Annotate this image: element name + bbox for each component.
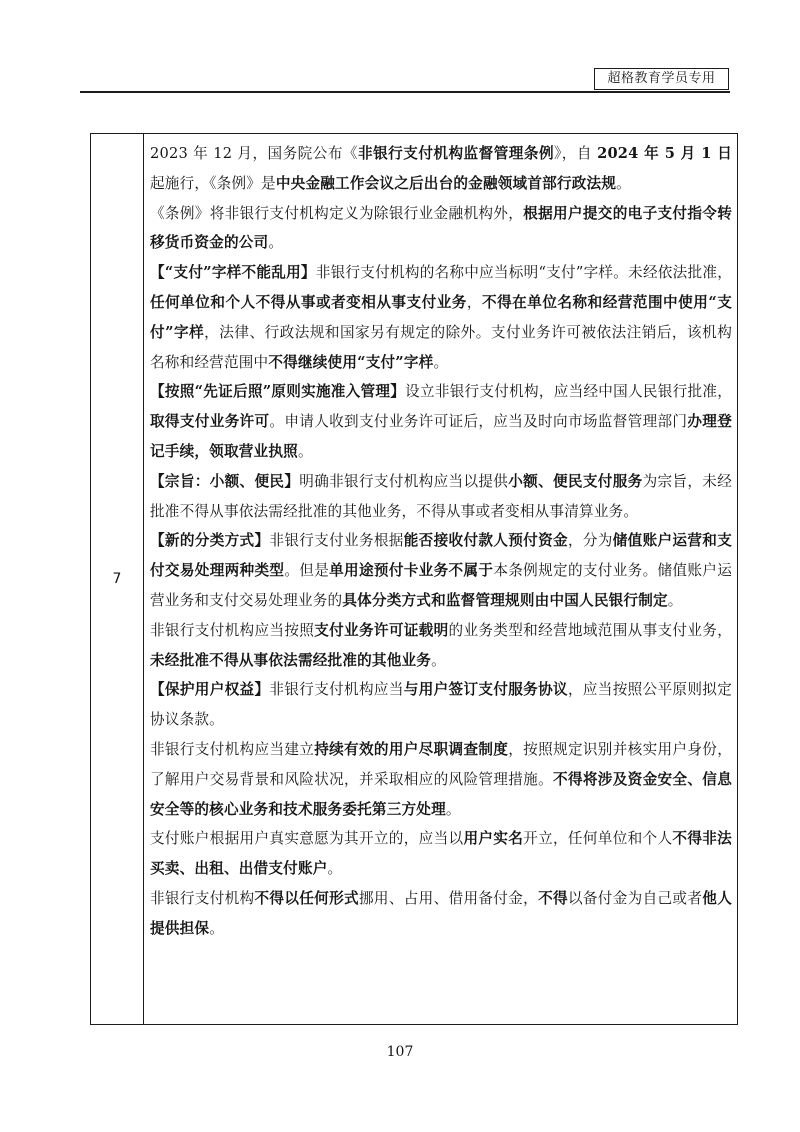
text-segment: 本条例规定的支付业务。储值账户运营业务和支付交易处理业务的 xyxy=(150,562,732,609)
text-segment: 。申请人收到支付业务许可证后，应当及时向市场监督管理部门 xyxy=(269,413,688,431)
bold-text-segment: 2024 年 5 月 1 日 xyxy=(597,145,732,162)
paragraph xyxy=(150,526,732,615)
bold-text-segment: 与用户签订支付服务协议 xyxy=(403,681,568,699)
text-segment: ，应当按照公平原则拟定协议条款。 xyxy=(150,681,733,729)
text-segment: 开立，任何单位和个人 xyxy=(523,830,673,848)
bold-text-segment: 用户实名 xyxy=(463,830,524,848)
paragraph xyxy=(150,884,732,944)
bold-text-segment: 不得在单位名称和经营范围中使用“支付”字样 xyxy=(150,293,733,341)
paragraph xyxy=(150,377,732,466)
bold-text-segment: 单用途预付卡业务不属于 xyxy=(329,562,494,580)
text-segment: 。 xyxy=(445,800,461,818)
text-segment: 。 xyxy=(268,234,284,252)
text-segment: 非银行支付机构应当按照 xyxy=(150,621,315,639)
paragraph xyxy=(150,824,732,884)
page-number: 107 xyxy=(386,1044,414,1060)
paragraph xyxy=(150,675,732,735)
text-segment: 。 xyxy=(433,353,449,371)
bold-text-segment: 【保护用户权益】 xyxy=(150,681,270,699)
text-segment: 非银行支付机构 xyxy=(150,889,255,907)
text-segment: 挪用、占用、借用备付金， xyxy=(358,889,539,907)
paragraph xyxy=(150,139,732,199)
bold-text-segment: 他人提供担保 xyxy=(150,889,733,937)
text-segment: 非银行支付机构应当 xyxy=(269,681,404,699)
bold-text-segment: 【“支付”字样不能乱用】 xyxy=(150,264,316,282)
bold-text-segment: 不得 xyxy=(538,889,568,907)
bold-text-segment: 未经批准不得从事依法需经批准的其他业务 xyxy=(150,651,432,669)
bold-text-segment: 办理登记手续，领取营业执照 xyxy=(150,413,733,460)
text-segment: 明确非银行支付机构应当以提供 xyxy=(299,472,509,490)
text-segment: 》，自 xyxy=(554,145,598,162)
text-segment: 设立非银行支付机构，应当经中国人民银行批准， xyxy=(405,383,732,401)
text-segment: 。 xyxy=(297,442,313,460)
bold-text-segment: 根据用户提交的电子支付指令转移货币资金的公司 xyxy=(150,204,732,252)
bold-text-segment: 不得将涉及资金安全、信息安全等的核心业务和技术服务委托第三方处理 xyxy=(150,770,732,818)
row-number-cell xyxy=(91,134,144,1025)
text-segment: 支付账户根据用户真实意愿为其开立的，应当以 xyxy=(150,830,464,848)
bold-text-segment: 【宗旨：小额、便民】 xyxy=(150,472,300,490)
bold-text-segment: 储值账户运营和支付交易处理两种类型 xyxy=(150,532,732,580)
text-segment: 。 xyxy=(616,174,631,192)
text-segment: 。 xyxy=(431,651,446,669)
row-content-cell xyxy=(144,134,738,1025)
text-segment: 起施行，《条例》是 xyxy=(150,174,276,192)
header-badge: 超格教育学员专用 xyxy=(594,68,729,90)
text-segment: 非银行支付机构的名称中应当标明“支付”字样。未经依法批准， xyxy=(315,264,732,282)
bold-text-segment: 【新的分类方式】 xyxy=(150,532,270,550)
paragraph xyxy=(150,258,732,377)
text-segment: 。 xyxy=(209,919,224,937)
text-segment: 非银行支付机构应当建立 xyxy=(150,740,315,758)
paragraph xyxy=(150,616,732,676)
text-segment: 的业务类型和经营地域范围从事支付业务， xyxy=(448,621,732,639)
text-segment: ，法律、行政法规和国家另有规定的除外。支付业务许可被依法注销后，该机构名称和经营范围中 xyxy=(150,323,732,371)
text-segment: 《条例》将非银行支付机构定义为除银行业金融机构外， xyxy=(150,204,524,222)
bold-text-segment: 持续有效的用户尽职调查制度 xyxy=(314,740,509,758)
header-rule xyxy=(80,91,730,93)
bold-text-segment: 小额、便民支付服务 xyxy=(508,472,643,490)
bold-text-segment: 中央金融工作会议之后出台的金融领域首部行政法规 xyxy=(275,174,617,192)
bold-text-segment: 不得以任何形式 xyxy=(254,889,359,907)
text-segment: 为宗旨，未经批准不得从事依法需经批准的其他业务，不得从事或者变相从事清算业务。 xyxy=(150,472,732,520)
paragraph xyxy=(150,735,732,824)
text-segment: 2023 年 12 月，国务院公布《 xyxy=(150,145,358,162)
paragraph xyxy=(150,467,732,527)
row-number: 7 xyxy=(112,571,122,587)
bold-text-segment: 不得继续使用“支付”字样 xyxy=(268,353,434,371)
bold-text-segment: 支付业务许可证载明 xyxy=(314,621,449,639)
text-segment: ，按照规定识别并核实用户身份，了解用户交易背景和风险状况，并采取相应的风险管理措施。 xyxy=(150,740,732,788)
bold-text-segment: 【按照“先证后照”原则实施准入管理】 xyxy=(150,383,406,401)
text-segment: 。但是 xyxy=(284,562,330,580)
bold-text-segment: 取得支付业务许可 xyxy=(150,413,270,431)
text-segment: ，分为 xyxy=(567,532,613,550)
paragraph xyxy=(150,199,732,259)
bold-text-segment: 任何单位和个人不得从事或者变相从事支付业务 xyxy=(150,293,467,311)
bold-text-segment: 不得非法买卖、出租、出借支付账户 xyxy=(150,830,732,878)
text-segment: ， xyxy=(466,293,482,311)
text-segment: 以备付金为自己或者 xyxy=(567,889,703,907)
text-segment: 非银行支付业务根据 xyxy=(269,532,404,550)
bold-text-segment: 能否接收付款人预付资金 xyxy=(403,532,568,550)
text-segment: 。 xyxy=(327,860,343,878)
text-segment: 。 xyxy=(667,591,683,609)
table-row xyxy=(91,134,738,1025)
bold-text-segment: 非银行支付机构监督管理条例 xyxy=(358,145,555,162)
bold-text-segment: 具体分类方式和监督管理规则由中国人民银行制定 xyxy=(342,591,668,609)
content-table xyxy=(90,133,738,1025)
